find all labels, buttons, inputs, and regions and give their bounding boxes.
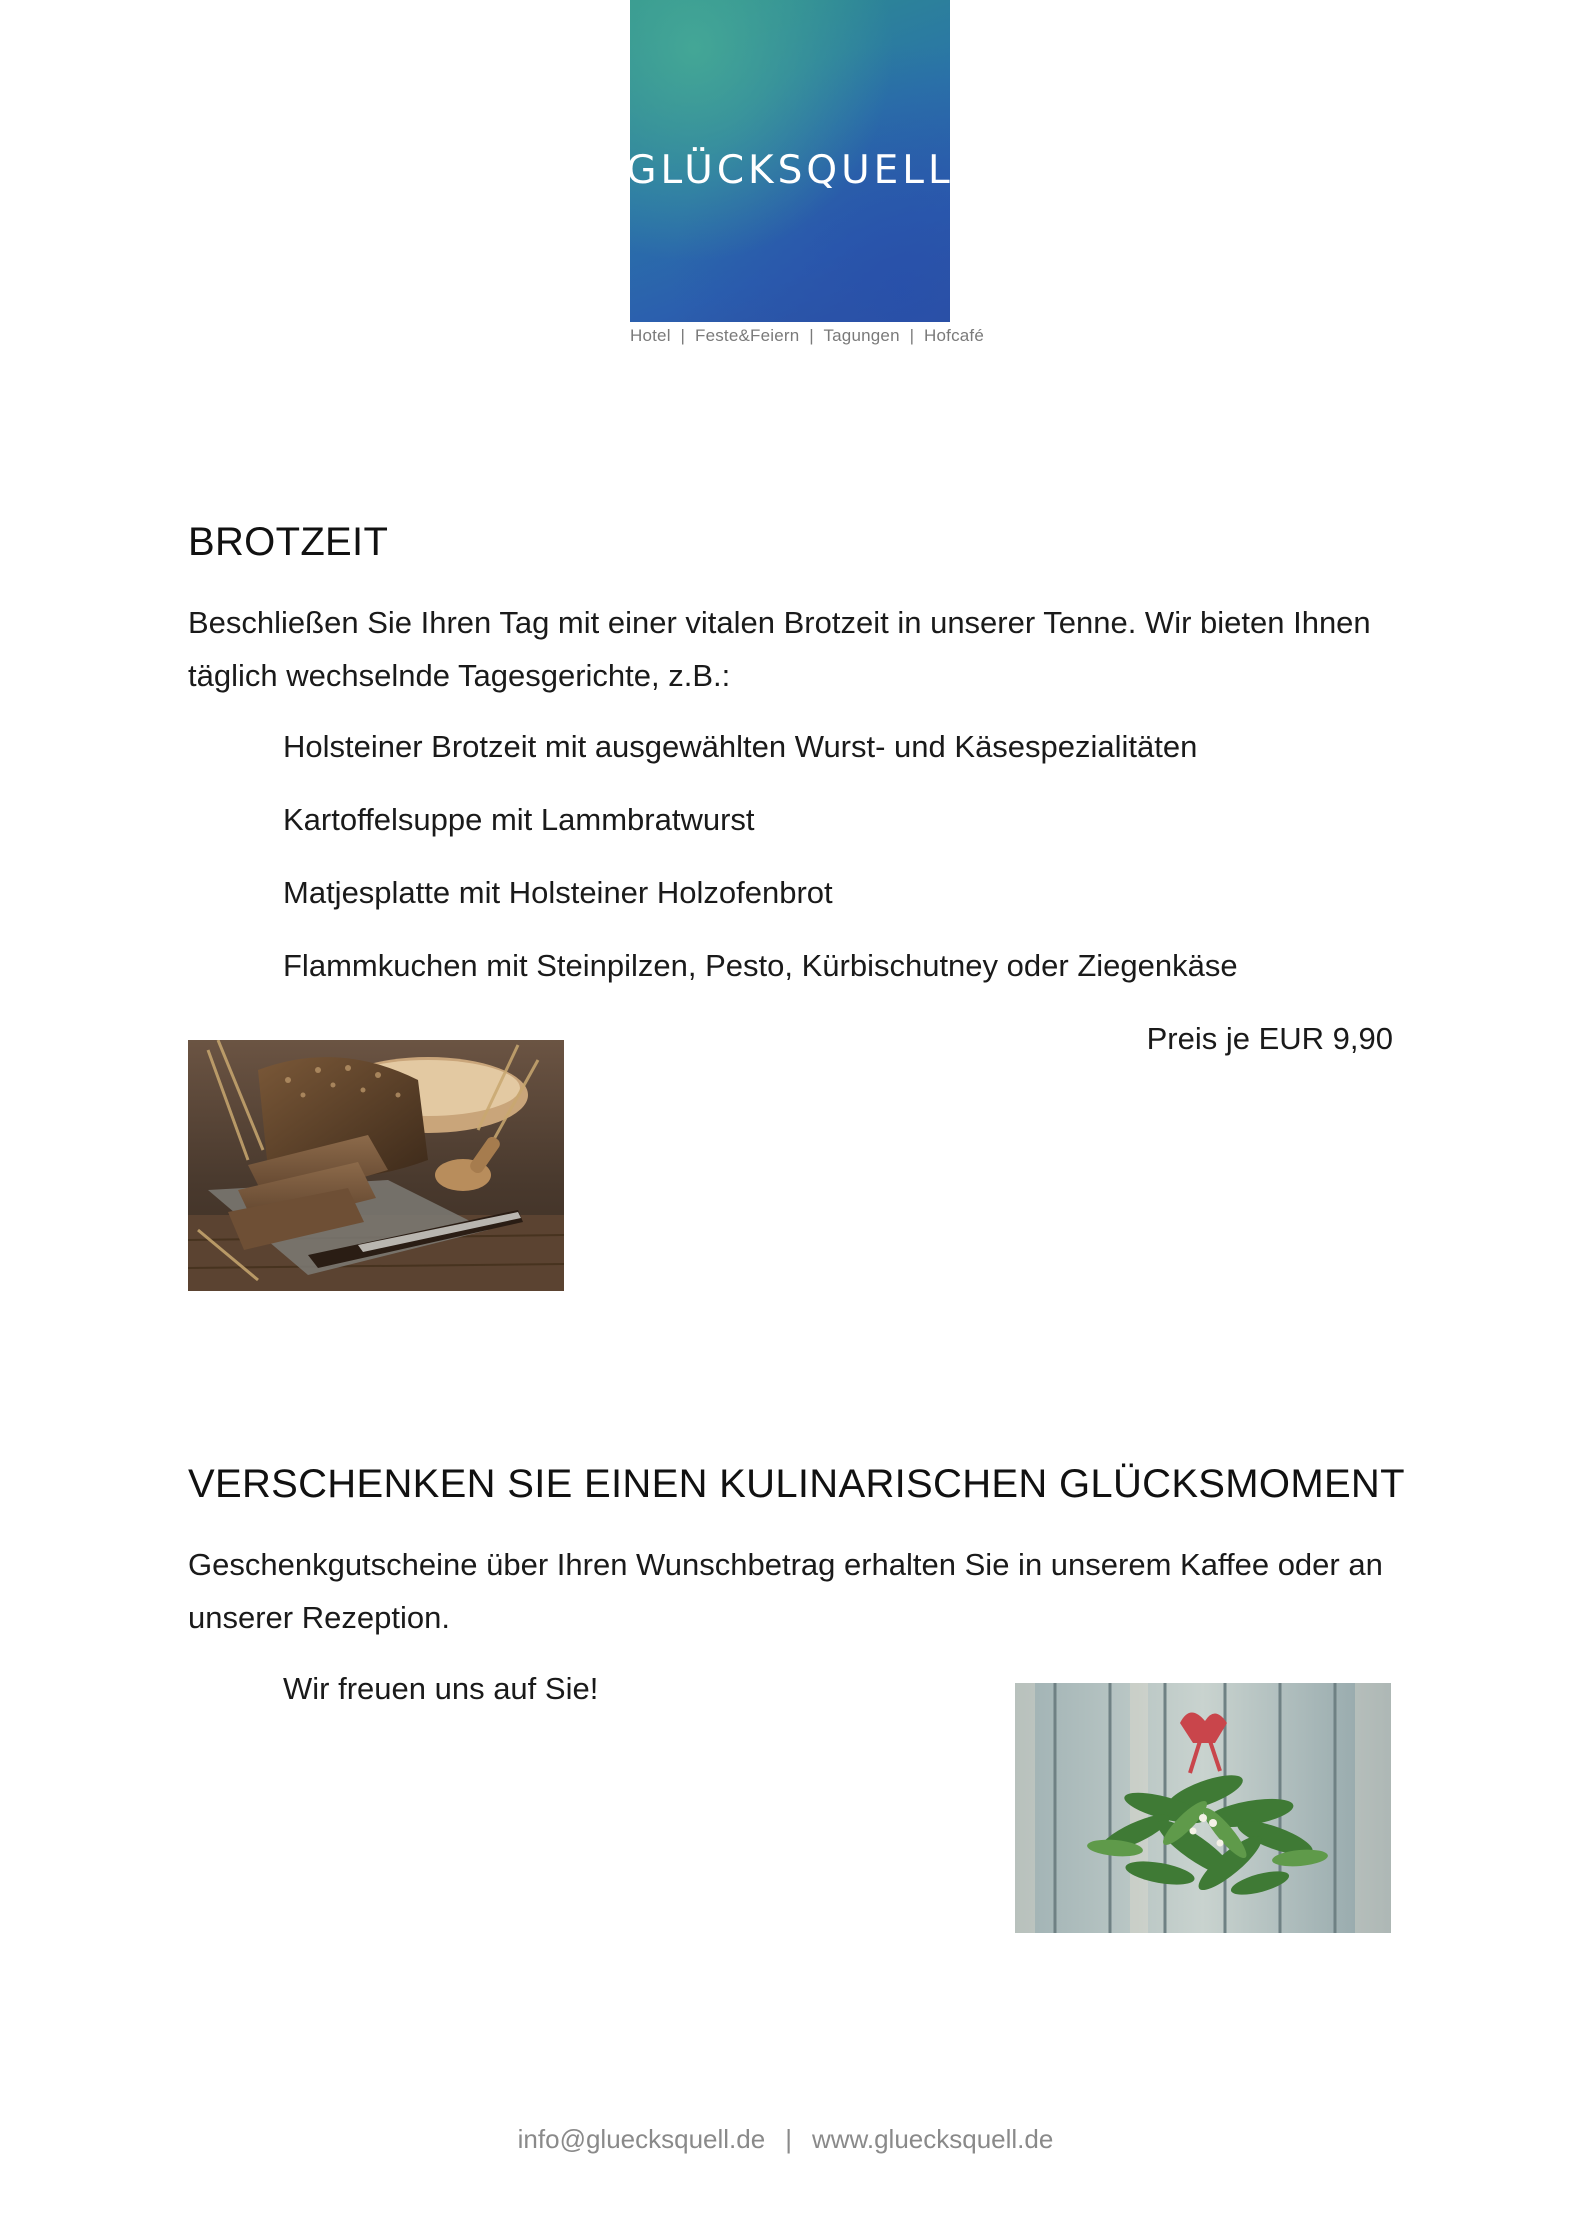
menu-item: Kartoffelsuppe mit Lammbratwurst xyxy=(283,802,755,837)
gift-text: Geschenkgutscheine über Ihren Wunschbetrag erhalten Sie in unserem Kaffee oder an unserer Rezeption. xyxy=(188,1547,1383,1635)
brand-tagline: Hotel | Feste&Feiern | Tagungen | Hofcafé xyxy=(630,326,985,345)
bread-photo xyxy=(188,1040,564,1291)
menu-item: Matjesplatte mit Holsteiner Holzofenbrot xyxy=(283,875,833,910)
footer xyxy=(0,2124,1571,2155)
mistletoe-photo xyxy=(1015,1683,1391,1933)
brand-logo xyxy=(626,0,954,322)
menu-item: Holsteiner Brotzeit mit ausgewählten Wurst- und Käsespezialitäten xyxy=(283,729,1198,764)
price-label: Preis je EUR 9,90 xyxy=(1146,1021,1393,1056)
brand-name: GLÜCKSQUELL xyxy=(626,147,954,193)
footer-email-link[interactable]: info@gluecksquell.de xyxy=(517,2124,766,2154)
menu-item: Flammkuchen mit Steinpilzen, Pesto, Kürbischutney oder Ziegenkäse xyxy=(283,948,1238,983)
footer-website-link[interactable]: www.gluecksquell.de xyxy=(811,2124,1054,2154)
section-title-gift: VERSCHENKEN SIE EINEN KULINARISCHEN GLÜCKSMOMENT xyxy=(188,1462,1405,1506)
closing-text: Wir freuen uns auf Sie! xyxy=(283,1671,599,1706)
brotzeit-intro: Beschließen Sie Ihren Tag mit einer vitalen Brotzeit in unserer Tenne. Wir bieten Ihnen täglich wechselnde Tagesgerichte, z.B.: xyxy=(188,605,1371,693)
footer-separator: | xyxy=(785,2124,792,2154)
section-title-brotzeit: BROTZEIT xyxy=(188,520,389,564)
